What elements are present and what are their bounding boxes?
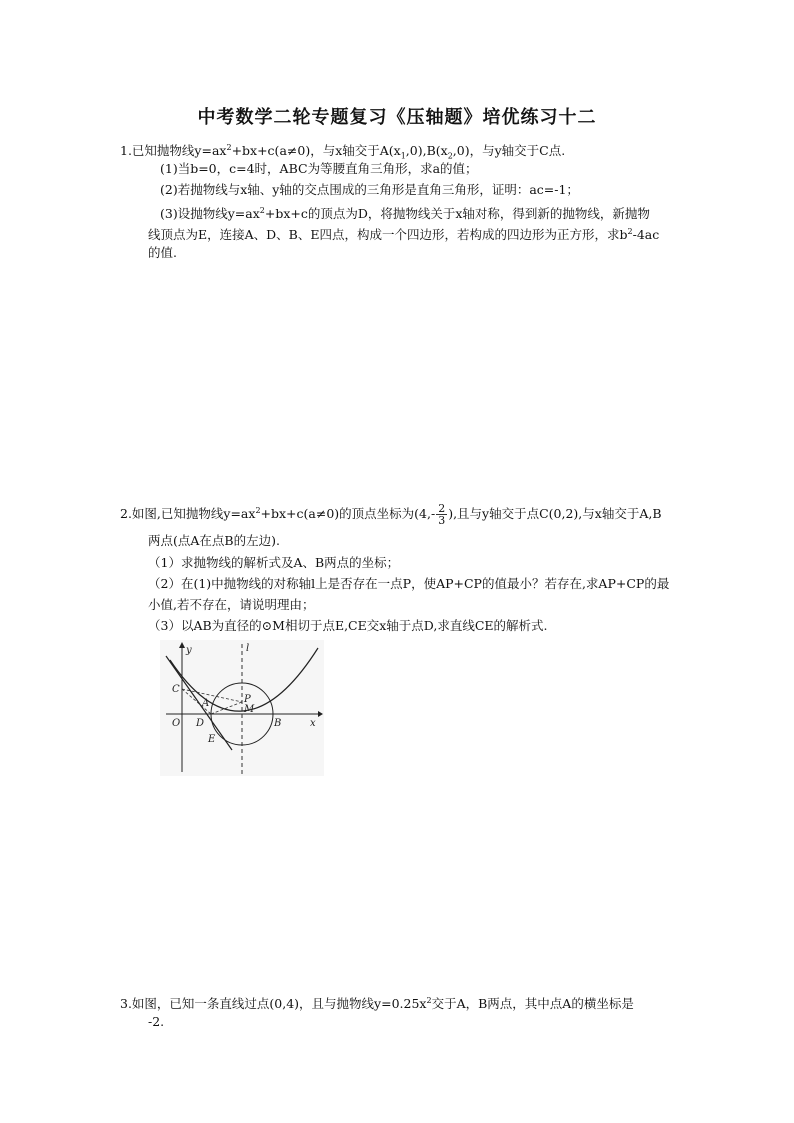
label-d: D: [196, 718, 205, 729]
vertex-fraction: $\frac{2}{3}$: [438, 502, 446, 528]
q3-stem: 3.如图，已知一条直线过点(0,4)，且与抛物线$y=0.25x^2$交于A，B两点，其中点A的横坐标是: [120, 996, 634, 1012]
label-a: A: [202, 698, 210, 709]
label-c: C: [172, 684, 180, 695]
q1-part3-line2: 线顶点为E，连接A、D、B、E四点，构成一个四边形，若构成的四边形为正方形，求$b^2-4ac$: [148, 227, 660, 243]
q1-stem: 1.已知抛物线$y=ax^2+bx+c(a\ne 0)$，与x轴交于$A(x_1,0),B(x_2,0)$，与y轴交于C点.: [120, 143, 566, 161]
q2-part2: （2）在(1)中抛物线的对称轴l上是否存在一点P，使AP+CP的值最小？若存在,求AP+CP的最: [148, 576, 670, 591]
q2-part3: （3）以AB为直径的⊙M相切于点E,CE交x轴于点D,求直线CE的解析式.: [148, 618, 548, 633]
label-x: x: [310, 718, 316, 729]
q3-stem-line2: -2.: [148, 1014, 165, 1029]
page-title: 中考数学二轮专题复习《压轴题》培优练习十二: [197, 107, 597, 128]
label-o: O: [172, 718, 181, 729]
q2-part1: （1）求抛物线的解析式及A、B两点的坐标；: [148, 555, 400, 570]
label-e: E: [208, 734, 216, 745]
q2-stem-line2: 两点(点A在点B的左边).: [148, 533, 280, 548]
q1-part1: (1)当b=0，c=4时，ABC为等腰直角三角形，求a的值；: [160, 161, 478, 176]
q1-part2: (2)若抛物线与x轴、y轴的交点围成的三角形是直角三角形，证明：ac=-1；: [160, 182, 579, 197]
q2-part2-line2: 小值,若不存在，请说明理由；: [148, 597, 315, 612]
label-b: B: [274, 718, 282, 729]
q2-stem: 2.如图,已知抛物线$y=ax^2+bx+c(a\ne 0)$的顶点坐标为(4,- $\frac{2}{3}$ ),且与y轴交于点C(0,2),与x轴交于A,B: [120, 502, 662, 528]
q1-part3: (3)设抛物线$y=ax^2+bx+c$的顶点为D，将抛物线关于x轴对称，得到新的抛物线，新抛物: [160, 206, 650, 222]
label-m: M: [244, 704, 255, 715]
q2-figure: [160, 640, 324, 776]
q1-part3-line3: 的值.: [148, 245, 177, 260]
label-p: P: [244, 694, 251, 705]
label-l: l: [246, 643, 250, 654]
label-y: y: [186, 645, 192, 656]
